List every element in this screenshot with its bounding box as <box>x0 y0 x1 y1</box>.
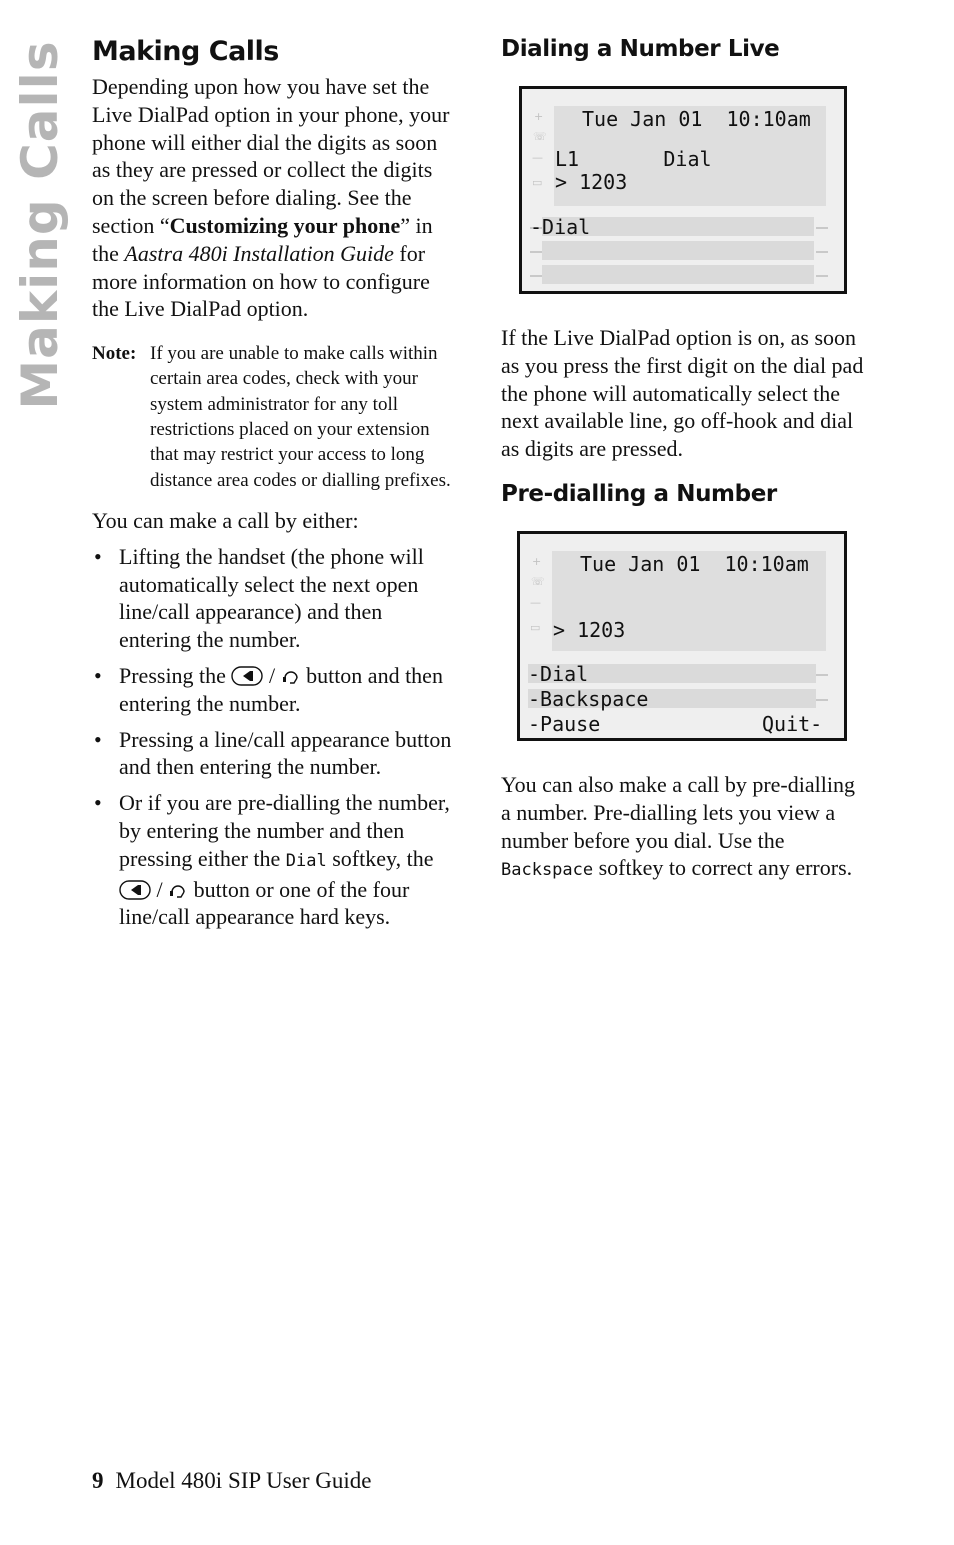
intro-italic-title: Aastra 480i Installation Guide <box>124 240 394 266</box>
headset-icon <box>168 880 188 900</box>
softkey-dial[interactable]: -Dial <box>530 215 591 239</box>
methods-intro: You can make a call by either: <box>92 507 359 533</box>
side-tab-label: Making Calls <box>11 40 69 410</box>
softkey-pause[interactable]: -Pause <box>528 711 601 736</box>
backspace-softkey-label: Backspace <box>501 860 594 881</box>
intro-paragraph <box>92 73 454 323</box>
softkey-backspace[interactable]: -Backspace <box>528 686 649 711</box>
speaker-icon <box>119 880 151 900</box>
softkey-tick <box>816 227 828 229</box>
softkey-tick <box>530 251 542 253</box>
note-block <box>92 341 454 493</box>
list-item <box>92 789 454 931</box>
methods-list <box>92 543 454 931</box>
lcd-status-icon: — <box>530 595 541 609</box>
bullet-text: softkey, the <box>332 845 434 871</box>
right-column <box>501 36 866 885</box>
speaker-icon <box>231 666 263 686</box>
live-dialpad-paragraph: If the Live DialPad option is on, as soon as you press the first digit on the dial pad the phone will automatically select the next available line, go off-hook and dial as digits are pressed. <box>501 325 864 462</box>
side-tab <box>11 40 69 410</box>
softkey-tick <box>816 674 828 676</box>
lcd-dialed-number: > 1203 <box>555 170 628 194</box>
page-title: Making Calls <box>92 36 279 67</box>
bullet-text: Pressing the <box>119 662 226 688</box>
lcd-screen-live <box>519 86 847 294</box>
lcd-line-status: L1 Dial <box>555 147 712 171</box>
predial-text-a: You can also make a call by pre-dialling a number. Pre-dialling lets you view a number before you dial. Use the <box>501 771 855 853</box>
page-number: 9 <box>92 1468 104 1493</box>
intro-bold-link: Customizing your phone <box>169 212 401 238</box>
bullet-text: Or if you are pre-dialling the number, by entering the number and then pressing either the <box>119 790 450 871</box>
list-item <box>92 726 454 782</box>
left-column <box>92 36 454 939</box>
headset-icon <box>281 666 301 686</box>
guide-title: Model 480i SIP User Guide <box>115 1468 372 1493</box>
bullet-text: Lifting the handset (the phone will automatically select the next open line/call appearance) and then entering the number. <box>119 543 424 653</box>
lcd-status-icon: + <box>534 110 544 123</box>
softkey-bar <box>542 265 814 284</box>
intro-text-c: for more information on how to configure the Live DialPad option. <box>92 240 430 322</box>
dial-softkey-label: Dial <box>285 850 327 871</box>
lcd-status-icon: ▭ <box>532 176 543 189</box>
lcd-datetime: Tue Jan 01 10:10am <box>580 551 809 576</box>
bullet-text: button or one of the four line/call appearance hard keys. <box>119 876 410 930</box>
lcd-status-icon: + <box>532 554 542 568</box>
lcd-status-icon: ▭ <box>530 620 541 634</box>
lcd-screen-predial <box>517 531 847 741</box>
section-heading-live: Dialing a Number Live <box>501 36 780 62</box>
list-item <box>92 662 454 718</box>
lcd-status-icon: ☏ <box>533 130 547 143</box>
page-footer <box>92 1468 371 1494</box>
softkey-dial[interactable]: -Dial <box>528 661 589 686</box>
lcd-dialed-number: > 1203 <box>553 617 626 642</box>
note-label: Note: <box>92 343 137 365</box>
slash-separator: / <box>268 662 276 688</box>
predial-text-b: softkey to correct any errors. <box>598 855 853 881</box>
softkey-tick <box>530 275 542 277</box>
lcd-status-icon: ☏ <box>531 574 545 588</box>
list-item <box>92 543 454 654</box>
slash-separator: / <box>156 876 163 902</box>
note-text: If you are unable to make calls within certain area codes, check with your system administrator for any toll restrictions placed on your extension that may restrict your access to long distance area codes or dialling prefixes. <box>150 343 451 491</box>
softkey-tick <box>816 251 828 253</box>
softkey-tick <box>816 275 828 277</box>
lcd-status-icon: — <box>532 151 543 164</box>
intro-text-b: ” in the <box>92 212 433 266</box>
softkey-tick <box>816 699 828 701</box>
lcd-datetime: Tue Jan 01 10:10am <box>582 107 811 131</box>
softkey-quit[interactable]: Quit- <box>762 711 823 736</box>
bullet-text: button and then entering the number. <box>119 662 443 716</box>
predial-paragraph <box>501 771 866 885</box>
softkey-bar <box>542 241 814 260</box>
bullet-text: Pressing a line/call appearance button and then entering the number. <box>119 726 452 780</box>
intro-text-a: Depending upon how you have set the Live DialPad option in your phone, your phone will either dial the digits as soon as they are pressed or collect the digits on the screen before dialing. See the section “ <box>92 74 450 238</box>
section-heading-predial: Pre-dialling a Number <box>501 480 777 507</box>
